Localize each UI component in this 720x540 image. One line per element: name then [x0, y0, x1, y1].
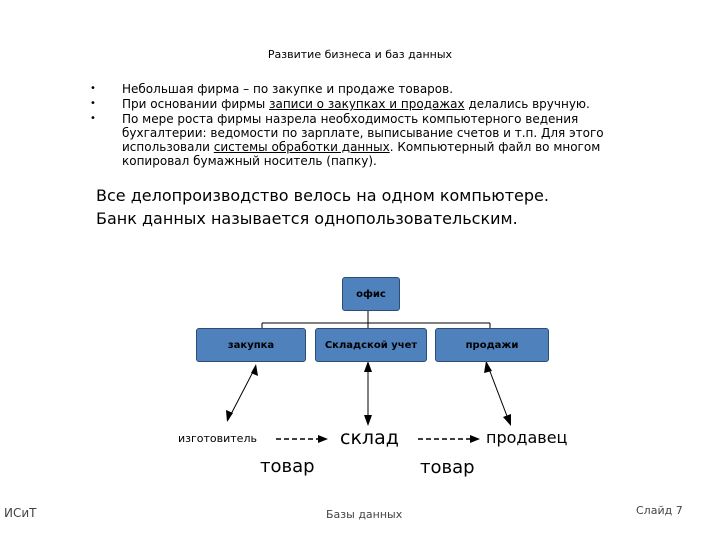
arrowhead: [364, 415, 372, 426]
label-seller: продавец: [486, 428, 568, 447]
underlined-term: системы обработки данных: [213, 140, 390, 154]
box-warehouse-accounting: [315, 328, 427, 362]
arrowhead: [364, 361, 372, 372]
label-manufacturer: изготовитель: [178, 432, 257, 445]
summary-line-1: Все делопроизводство велось на одном компьютере.: [96, 186, 549, 205]
box-office-label: офис: [356, 288, 386, 300]
footer-left: ИСиТ: [4, 506, 37, 520]
summary-line-2: Банк данных называется однопользовательским.: [96, 209, 518, 228]
bullet-text: делались вручную.: [464, 97, 590, 111]
footer-center: Базы данных: [326, 508, 403, 521]
underlined-term: записи о закупках и продажах: [269, 97, 465, 111]
footer-right: Слайд 7: [636, 504, 683, 517]
arrowhead: [503, 414, 511, 426]
slide-title: Развитие бизнеса и баз данных: [267, 48, 453, 61]
label-goods-left: товар: [260, 456, 315, 477]
label-goods-right: товар: [420, 457, 475, 478]
box-warehouse-accounting-label: Складской учет: [324, 339, 418, 351]
box-sales-label: продажи: [465, 339, 519, 351]
box-purchase-label: закупка: [227, 339, 275, 351]
bullet-text: По мере роста фирмы назрела необходимость компьютерного ведения бухгалтерии: ведомости по зарплате, выписывание счетов и т.п. Для этого использовали: [122, 112, 604, 154]
box-sales: [435, 328, 549, 362]
arrow-purchase-manufacturer: [228, 366, 256, 420]
arrowhead: [470, 435, 480, 443]
bullet-text: При основании фирмы: [122, 97, 270, 111]
bullet-text: . Компьютерный файл во многом копировал бумажный носитель (папку).: [122, 140, 601, 168]
label-warehouse: склад: [340, 427, 399, 449]
arrowhead: [484, 361, 492, 373]
arrowhead: [318, 435, 328, 443]
box-purchase: [196, 328, 306, 362]
bullet-text: Небольшая фирма – по закупке и продаже товаров.: [122, 82, 454, 96]
box-office: [342, 277, 400, 311]
